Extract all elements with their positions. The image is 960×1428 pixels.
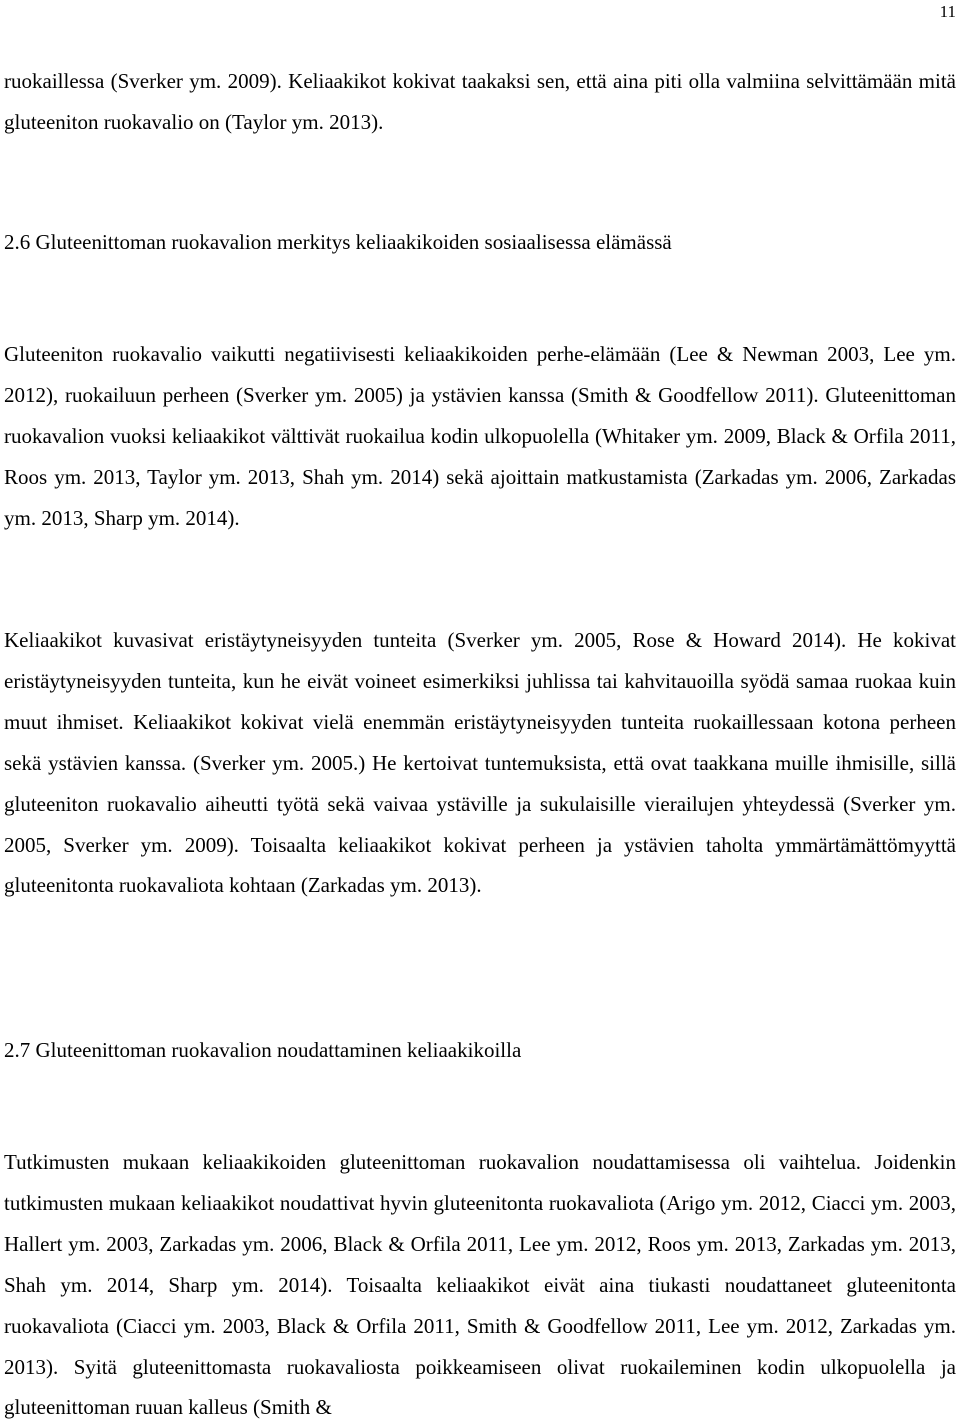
- section-heading-2-7: 2.7 Gluteenittoman ruokavalion noudattaminen keliaakikoilla: [4, 1038, 522, 1062]
- intro-paragraph: ruokaillessa (Sverker ym. 2009). Keliaakikot kokivat taakaksi sen, että aina piti olla valmiina selvittämään mitä gluteeniton ruokavalio on (Taylor ym. 2013).: [4, 69, 956, 134]
- section-2-7-paragraph-1: Tutkimusten mukaan keliaakikoiden gluteenittoman ruokavalion noudattamisessa oli vaihtelua. Joidenkin tutkimusten mukaan keliaakikot noudattivat hyvin gluteenitonta ruokavaliota (Arigo ym. 2012, Ciacci ym. 2003, Hallert ym. 2003, Zarkadas ym. 2006, Black & Orfila 2011, Lee ym. 2012, Roos ym. 2013, Zarkadas ym. 2013, Shah ym. 2014, Sharp ym. 2014). Toisaalta keliaakikot eivät aina tiukasti noudattaneet gluteenitonta ruokavaliota (Ciacci ym. 2003, Black & Orfila 2011, Smith & Goodfellow 2011, Lee ym. 2012, Zarkadas ym. 2013). Syitä gluteenittomasta ruokavaliosta poikkeamiseen olivat ruokaileminen kodin ulkopuolella ja gluteenittoman ruuan kalleus (Smith &: [4, 1150, 956, 1420]
- page-number: 11: [939, 2, 956, 21]
- section-2-6-paragraph-1: Gluteeniton ruokavalio vaikutti negatiivisesti keliaakikoiden perhe-elämään (Lee & Newman 2003, Lee ym. 2012), ruokailuun perheen (Sverker ym. 2005) ja ystävien kanssa (Smith & Goodfellow 2011). Gluteenittoman ruokavalion vuoksi keliaakikot välttivät ruokailua kodin ulkopuolella (Whitaker ym. 2009, Black & Orfila 2011, Roos ym. 2013, Taylor ym. 2013, Shah ym. 2014) sekä ajoittain matkustamista (Zarkadas ym. 2006, Zarkadas ym. 2013, Sharp ym. 2014).: [4, 342, 956, 530]
- section-heading-2-6: 2.6 Gluteenittoman ruokavalion merkitys keliaakikoiden sosiaalisessa elämässä: [4, 230, 672, 254]
- section-2-6-paragraph-2: Keliaakikot kuvasivat eristäytyneisyyden tunteita (Sverker ym. 2005, Rose & Howard 2014). He kokivat eristäytyneisyyden tunteita, kun he eivät voineet esimerkiksi juhlissa tai kahvitauoilla syödä samaa ruokaa kuin muut ihmiset. Keliaakikot kokivat vielä enemmän eristäytyneisyyden tunteita ruokaillessaan kotona perheen sekä ystävien kanssa. (Sverker ym. 2005.) He kertoivat tuntemuksista, että ovat taakkana muille ihmisille, sillä gluteeniton ruokavalio aiheutti työtä sekä vaivaa ystäville ja sukulaisille vierailujen yhteydessä (Sverker ym. 2005, Sverker ym. 2009). Toisaalta keliaakikot kokivat perheen ja ystävien taholta ymmärtämättömyyttä gluteenitonta ruokavaliota kohtaan (Zarkadas ym. 2013).: [4, 628, 956, 898]
